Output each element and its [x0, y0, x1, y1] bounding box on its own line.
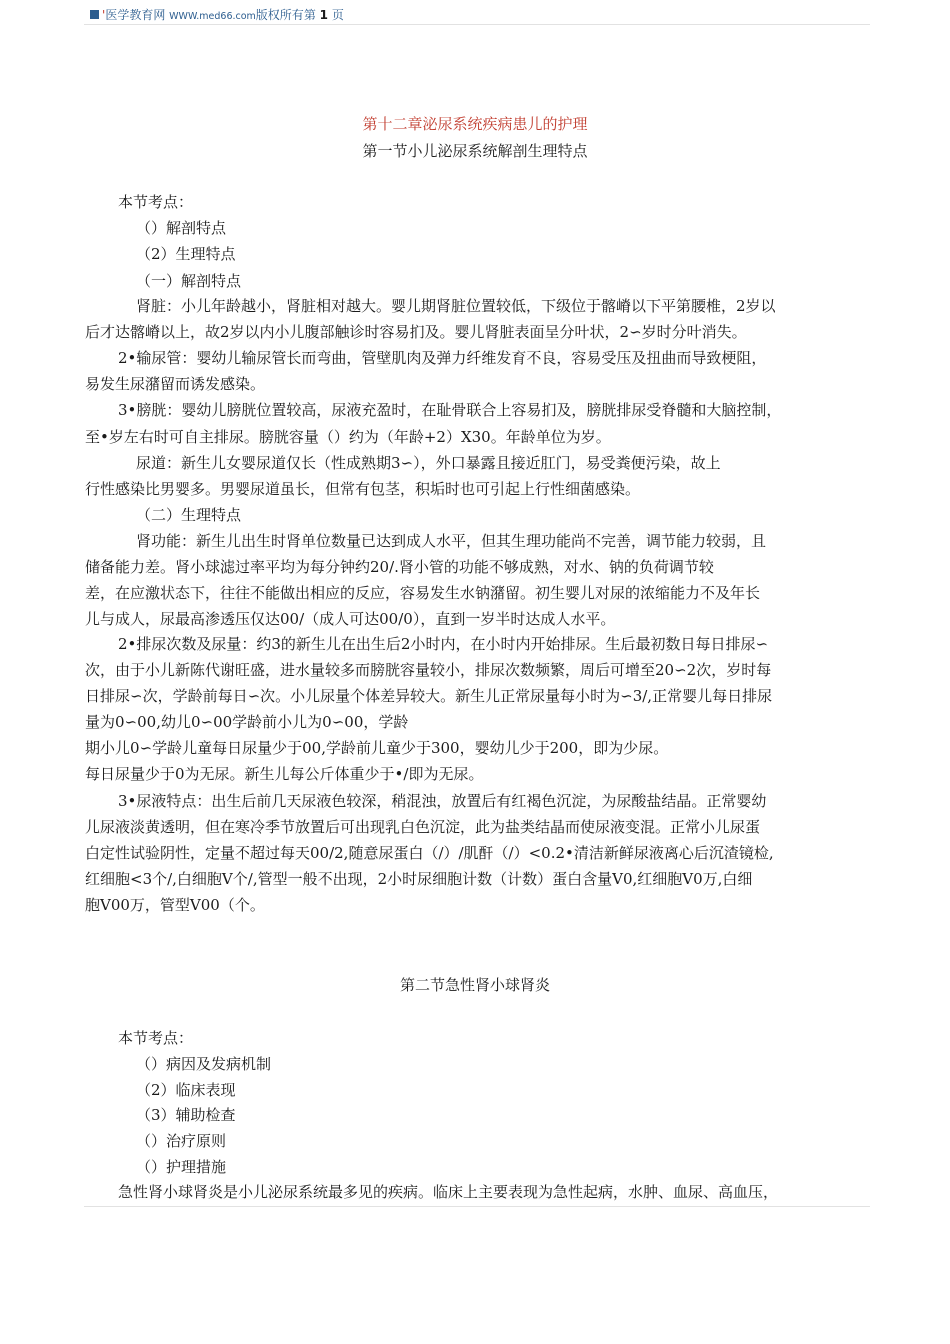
header-tick: ' [102, 8, 106, 22]
header-page-prefix: 第 [303, 8, 316, 22]
body-line: 差，在应激状态下，往往不能做出相应的反应，容易发生水钠潴留。初生婴儿对尿的浓缩能力不及年长 [85, 584, 761, 602]
body-line: 肾功能：新生儿出生时肾单位数量已达到成人水平，但其生理功能尚不完善，调节能力较弱，且 [136, 532, 767, 550]
body-line: 儿与成人，尿最高渗透压仅达00/（成人可达00/0），直到一岁半时达成人水平。 [85, 610, 616, 628]
section2-kaodian-item: （2）临床表现 [136, 1081, 236, 1099]
chapter-title: 第十二章泌尿系统疾病患儿的护理 [362, 115, 588, 133]
page-header [90, 6, 344, 23]
section1-title: 第一节小儿泌尿系统解剖生理特点 [362, 142, 588, 160]
header-rights: 版权所有 [255, 8, 304, 22]
body-line: 儿尿液淡黄透明，但在寒冷季节放置后可出现乳白色沉淀，此为盐类结晶而使尿液变混。正常小儿尿蛋 [85, 818, 761, 836]
section2-title: 第二节急性肾小球肾炎 [399, 976, 550, 994]
body-line: 每日尿量少于0为无尿。新生儿每公斤体重少于•/即为无尿。 [85, 765, 484, 783]
header-site-name: 医学教育网 [105, 8, 166, 22]
body-line: 3•膀胱：婴幼儿膀胱位置较高，尿液充盈时，在耻骨联合上容易扪及，膀胱排尿受脊髓和大脑控制， [118, 401, 782, 419]
body-line: 2•排尿次数及尿量：约3的新生儿在出生后2小时内，在小时内开始排尿。生后最初数日每日排尿∽ [118, 635, 769, 653]
body-line: 行性感染比男婴多。男婴尿道虽长，但常有包茎，积垢时也可引起上行性细菌感染。 [85, 480, 641, 498]
body-line: 3•尿液特点：出生后前几天尿液色较深，稍混浊，放置后有红褐色沉淀，为尿酸盐结晶。正常婴幼 [118, 792, 767, 810]
body-line: 胞V00万，管型V00（个。 [85, 896, 265, 914]
footer-divider [84, 1206, 870, 1207]
section2-kaodian-item: （）护理措施 [136, 1158, 227, 1176]
body-line: 日排尿∽次，学龄前每日∽次。小儿尿量个体差异较大。新生儿正常尿量每小时为∽3/,正常婴儿每日排尿 [85, 687, 773, 705]
body-line: 储备能力差。肾小球滤过率平均为每分钟约20/.肾小管的功能不够成熟，对水、钠的负荷调节较 [85, 558, 714, 576]
section1-kaodian-item: （）解剖特点 [136, 219, 227, 237]
body-line: 肾脏：小儿年龄越小，肾脏相对越大。婴儿期肾脏位置较低，下级位于髂嵴以下平第腰椎，2岁以 [136, 297, 776, 315]
section2-kaodian-item: （3）辅助检查 [136, 1106, 236, 1124]
header-divider [84, 24, 870, 25]
header-url: WWW.med66.com [169, 11, 256, 22]
section1-kaodian-label: 本节考点： [118, 193, 194, 211]
section2-kaodian-item: （）病因及发病机制 [136, 1055, 272, 1073]
subheading-anatomy: （一）解剖特点 [136, 272, 242, 290]
section2-kaodian-item: （）治疗原则 [136, 1132, 227, 1150]
body-line: 2•输尿管：婴幼儿输尿管长而弯曲，管壁肌肉及弹力纤维发育不良，容易受压及扭曲而导致梗阻， [118, 349, 767, 367]
body-line: 期小儿0∽学龄儿童每日尿量少于00,学龄前儿童少于300，婴幼儿少于200，即为少尿。 [85, 739, 669, 757]
body-line: 尿道：新生儿女婴尿道仅长（性成熟期3∽），外口暴露且接近肛门，易受粪便污染，故上 [136, 454, 721, 472]
body-line: 至•岁左右时可自主排尿。膀胱容量（）约为（年龄+2）X30。年龄单位为岁。 [85, 428, 611, 446]
body-line: 量为0∽00,幼儿0∽00学龄前小儿为0∽00，学龄 [85, 713, 409, 731]
subheading-physiology: （二）生理特点 [136, 506, 242, 524]
body-line: 红细胞<3个/,白细胞V个/,管型一般不出现，2小时尿细胞计数（计数）蛋白含量V0,红细胞V0万,白细 [85, 870, 753, 888]
section2-intro: 急性肾小球肾炎是小儿泌尿系统最多见的疾病。临床上主要表现为急性起病，水肿、血尿、高血压， [118, 1183, 779, 1201]
header-page-suffix: 页 [331, 8, 344, 22]
section2-kaodian-label: 本节考点： [118, 1029, 194, 1047]
body-line: 次，由于小儿新陈代谢旺盛，进水量较多而膀胱容量较小，排尿次数频繁，周后可增至20∽2次，岁时每 [85, 661, 772, 679]
section1-kaodian-item: （2）生理特点 [136, 245, 236, 263]
body-line: 后才达髂嵴以上，故2岁以内小儿腹部触诊时容易扪及。婴儿肾脏表面呈分叶状，2∽岁时分叶消失。 [85, 323, 747, 341]
logo-square-icon [90, 10, 99, 19]
body-line: 易发生尿潴留而诱发感染。 [85, 375, 266, 393]
header-page-number: 1 [319, 8, 329, 22]
body-line: 白定性试验阴性，定量不超过每天00/2,随意尿蛋白（/）/肌酐（/）<0.2•清洁新鲜尿液离心后沉渣镜检, [85, 844, 774, 862]
